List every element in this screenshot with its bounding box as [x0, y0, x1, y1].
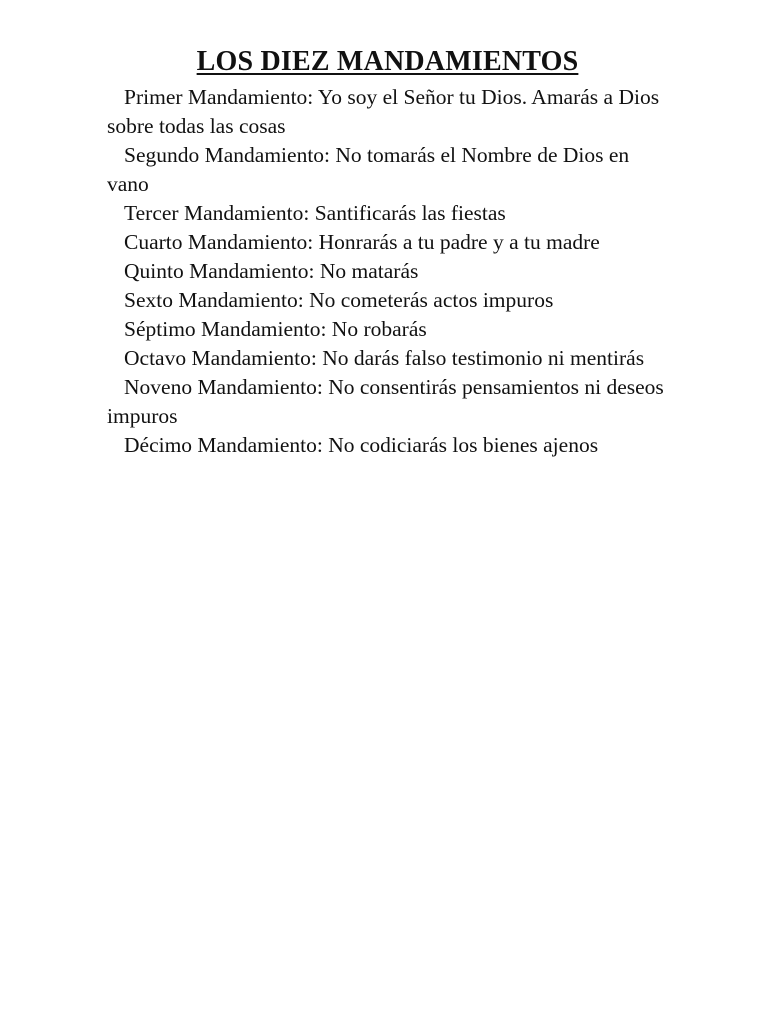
commandment-6: Sexto Mandamiento: No cometerás actos impuros: [124, 288, 554, 312]
commandment-8: Octavo Mandamiento: No darás falso testimonio ni mentirás: [124, 346, 645, 370]
page-title: LOS DIEZ MANDAMIENTOS: [196, 46, 579, 77]
commandments-list: [107, 83, 668, 460]
commandment-1: Primer Mandamiento: Yo soy el Señor tu Dios. Amarás a Dios sobre todas las cosas: [107, 85, 660, 138]
commandment-3: Tercer Mandamiento: Santificarás las fiestas: [124, 201, 506, 225]
commandment-7: Séptimo Mandamiento: No robarás: [124, 317, 427, 341]
commandment-4: Cuarto Mandamiento: Honrarás a tu padre y a tu madre: [124, 230, 600, 254]
commandment-10: Décimo Mandamiento: No codiciarás los bienes ajenos: [124, 433, 599, 457]
commandment-5: Quinto Mandamiento: No matarás: [124, 259, 419, 283]
commandment-2: Segundo Mandamiento: No tomarás el Nombre de Dios en vano: [107, 143, 630, 196]
commandment-9: Noveno Mandamiento: No consentirás pensamientos ni deseos impuros: [107, 375, 664, 428]
